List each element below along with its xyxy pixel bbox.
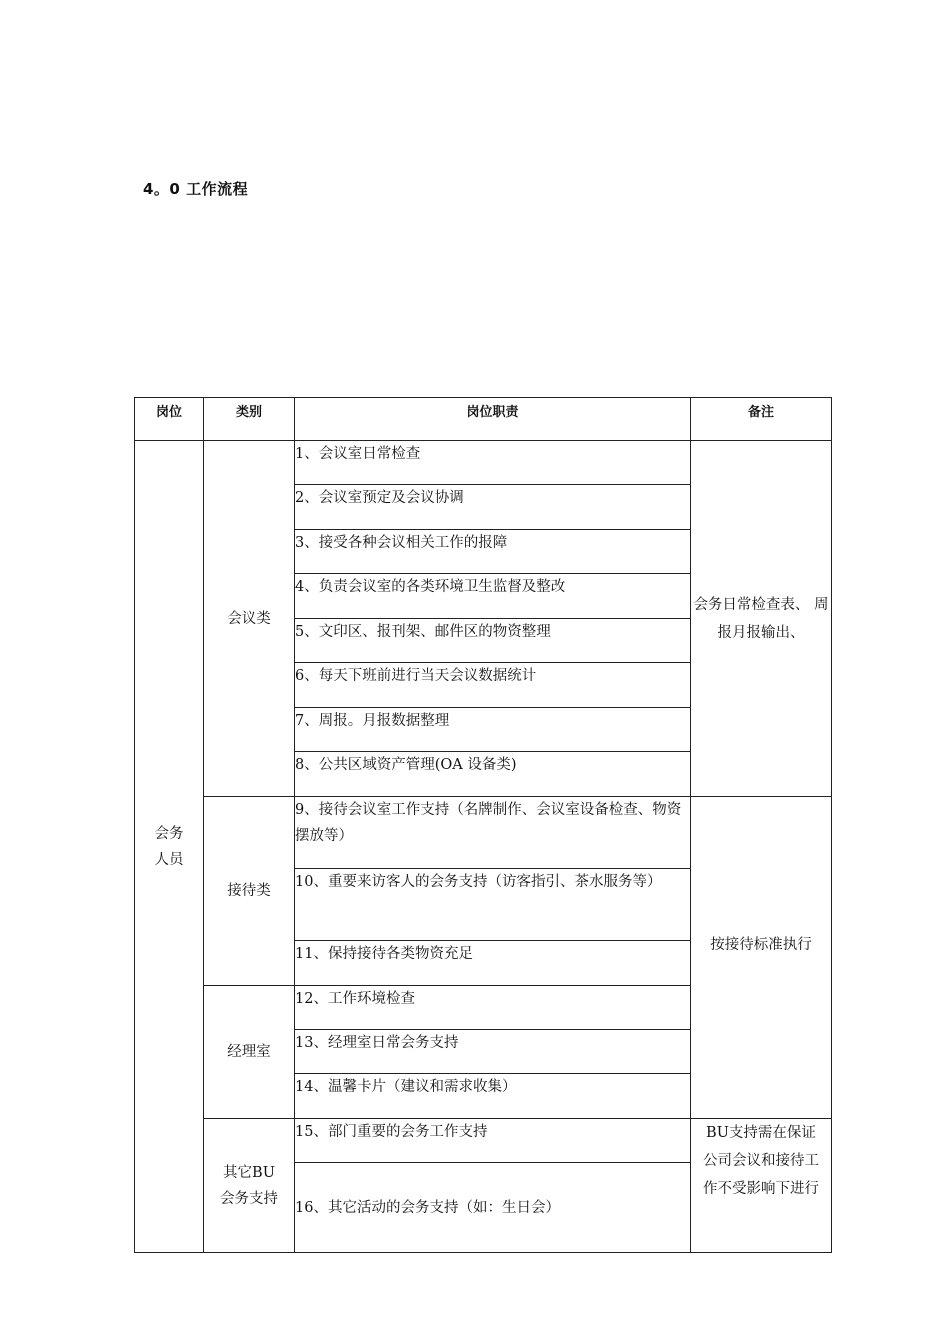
duty-table	[134, 397, 832, 1253]
header-position: 岗位	[135, 398, 204, 441]
duty-item: 12、工作环境检查	[295, 986, 691, 1030]
category-manager-office: 经理室	[204, 986, 295, 1119]
duty-item: 4、负责会议室的各类环境卫生监督及整改	[295, 574, 691, 619]
note-meeting: 会务日常检查表、 周报月报输出、	[691, 441, 832, 797]
duty-item: 14、温馨卡片（建议和需求收集）	[295, 1074, 691, 1119]
duty-item: 9、接待会议室工作支持（名牌制作、会议室设备检查、物资摆放等）	[295, 797, 691, 869]
duty-item: 13、经理室日常会务支持	[295, 1030, 691, 1074]
duty-item: 2、会议室预定及会议协调	[295, 485, 691, 530]
duty-item: 11、保持接待各类物资充足	[295, 941, 691, 986]
duty-item: 8、公共区域资产管理(OA 设备类)	[295, 752, 691, 797]
table-row	[135, 1119, 832, 1163]
duty-item: 6、每天下班前进行当天会议数据统计	[295, 663, 691, 708]
note-reception: 按接待标准执行	[691, 797, 832, 1119]
header-category: 类别	[204, 398, 295, 441]
section-heading: 4。0 工作流程	[143, 180, 249, 198]
category-reception: 接待类	[204, 797, 295, 986]
category-other-bu: 其它BU 会务支持	[204, 1119, 295, 1253]
category-meeting: 会议类	[204, 441, 295, 797]
duty-item: 3、接受各种会议相关工作的报障	[295, 530, 691, 574]
header-note: 备注	[691, 398, 832, 441]
duty-item: 1、会议室日常检查	[295, 441, 691, 485]
table-row	[135, 441, 832, 485]
duty-item: 7、周报。月报数据整理	[295, 708, 691, 752]
duty-item: 5、文印区、报刊架、邮件区的物资整理	[295, 619, 691, 663]
note-other-bu: BU支持需在保证公司会议和接待工作不受影响下进行	[691, 1119, 832, 1253]
duty-item: 10、重要来访客人的会务支持（访客指引、茶水服务等）	[295, 869, 691, 941]
position-cell: 会务 人员	[135, 441, 204, 1253]
table-row	[135, 797, 832, 869]
duty-item: 15、部门重要的会务工作支持	[295, 1119, 691, 1163]
header-duties: 岗位职责	[295, 398, 691, 441]
table-header-row	[135, 398, 832, 441]
duty-item: 16、其它活动的会务支持（如：生日会）	[295, 1163, 691, 1253]
